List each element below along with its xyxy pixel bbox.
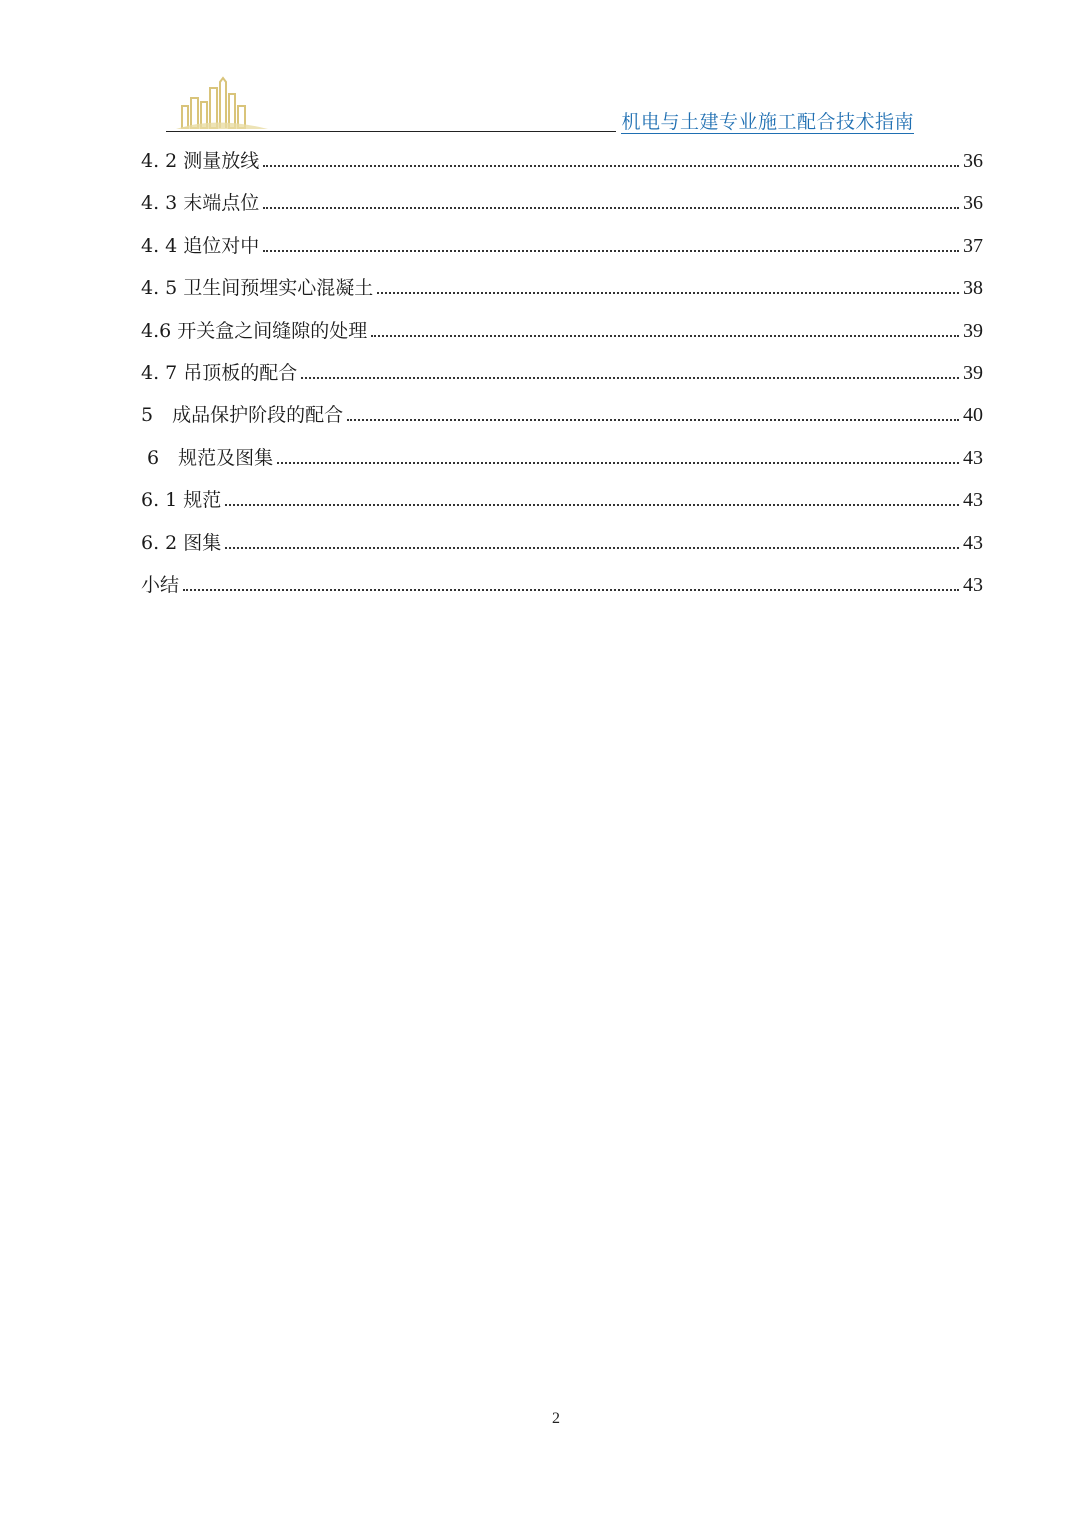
- toc-entry[interactable]: [141, 273, 983, 315]
- toc-entry-label: 小结: [141, 573, 180, 596]
- toc-dot-leader: [263, 207, 959, 209]
- toc-entry-page: 39: [963, 361, 983, 384]
- toc-entry-label: 5 成品保护阶段的配合: [141, 404, 344, 427]
- toc-entry[interactable]: [141, 443, 983, 485]
- toc-entry-label: 4. 2 测量放线: [141, 150, 260, 172]
- toc-dot-leader: [263, 165, 959, 167]
- toc-dot-leader: [371, 335, 959, 337]
- page-header: [166, 74, 916, 136]
- toc-entry-page: 38: [963, 277, 983, 300]
- city-skyline-logo-icon: [176, 76, 268, 132]
- toc-entry-page: 40: [963, 404, 983, 427]
- toc-entry[interactable]: [141, 528, 983, 570]
- header-divider: [166, 131, 616, 132]
- toc-dot-leader: [377, 292, 959, 294]
- toc-entry[interactable]: [141, 400, 983, 442]
- toc-entry-page: 36: [963, 150, 983, 172]
- toc-entry-label: 4. 5 卫生间预埋实心混凝土: [141, 277, 374, 300]
- toc-dot-leader: [277, 462, 959, 464]
- toc-entry[interactable]: [141, 358, 983, 400]
- toc-entry-page: 43: [963, 489, 983, 512]
- toc-dot-leader: [183, 589, 959, 591]
- toc-dot-leader: [347, 419, 959, 421]
- toc-entry[interactable]: [141, 316, 983, 358]
- toc-entry-label: 6. 1 规范: [141, 489, 222, 512]
- toc-entry-label: 4. 3 末端点位: [141, 192, 260, 215]
- toc-dot-leader: [301, 377, 959, 379]
- toc-entry-page: 43: [963, 531, 983, 554]
- toc-entry[interactable]: [141, 231, 983, 273]
- toc-entry-page: 36: [963, 192, 983, 215]
- toc-entry-page: 39: [963, 319, 983, 342]
- toc-entry[interactable]: [141, 146, 983, 188]
- toc-dot-leader: [225, 547, 959, 549]
- toc-entry[interactable]: [141, 485, 983, 527]
- toc-entry[interactable]: [141, 570, 983, 612]
- table-of-contents: [141, 146, 983, 612]
- page-number: 2: [552, 1410, 560, 1427]
- toc-entry-label: 4. 4 追位对中: [141, 234, 260, 257]
- toc-entry-page: 43: [963, 573, 983, 596]
- toc-entry[interactable]: [141, 188, 983, 230]
- toc-entry-page: 37: [963, 234, 983, 257]
- toc-entry-label: 4.6 开关盒之间缝隙的处理: [141, 319, 368, 342]
- toc-entry-page: 43: [963, 446, 983, 469]
- toc-entry-label: 6 规范及图集: [147, 446, 274, 469]
- toc-dot-leader: [225, 504, 959, 506]
- toc-entry-label: 6. 2 图集: [141, 531, 222, 554]
- toc-entry-label: 4. 7 吊顶板的配合: [141, 361, 298, 384]
- toc-dot-leader: [263, 250, 959, 252]
- document-title: 机电与土建专业施工配合技术指南: [621, 111, 914, 133]
